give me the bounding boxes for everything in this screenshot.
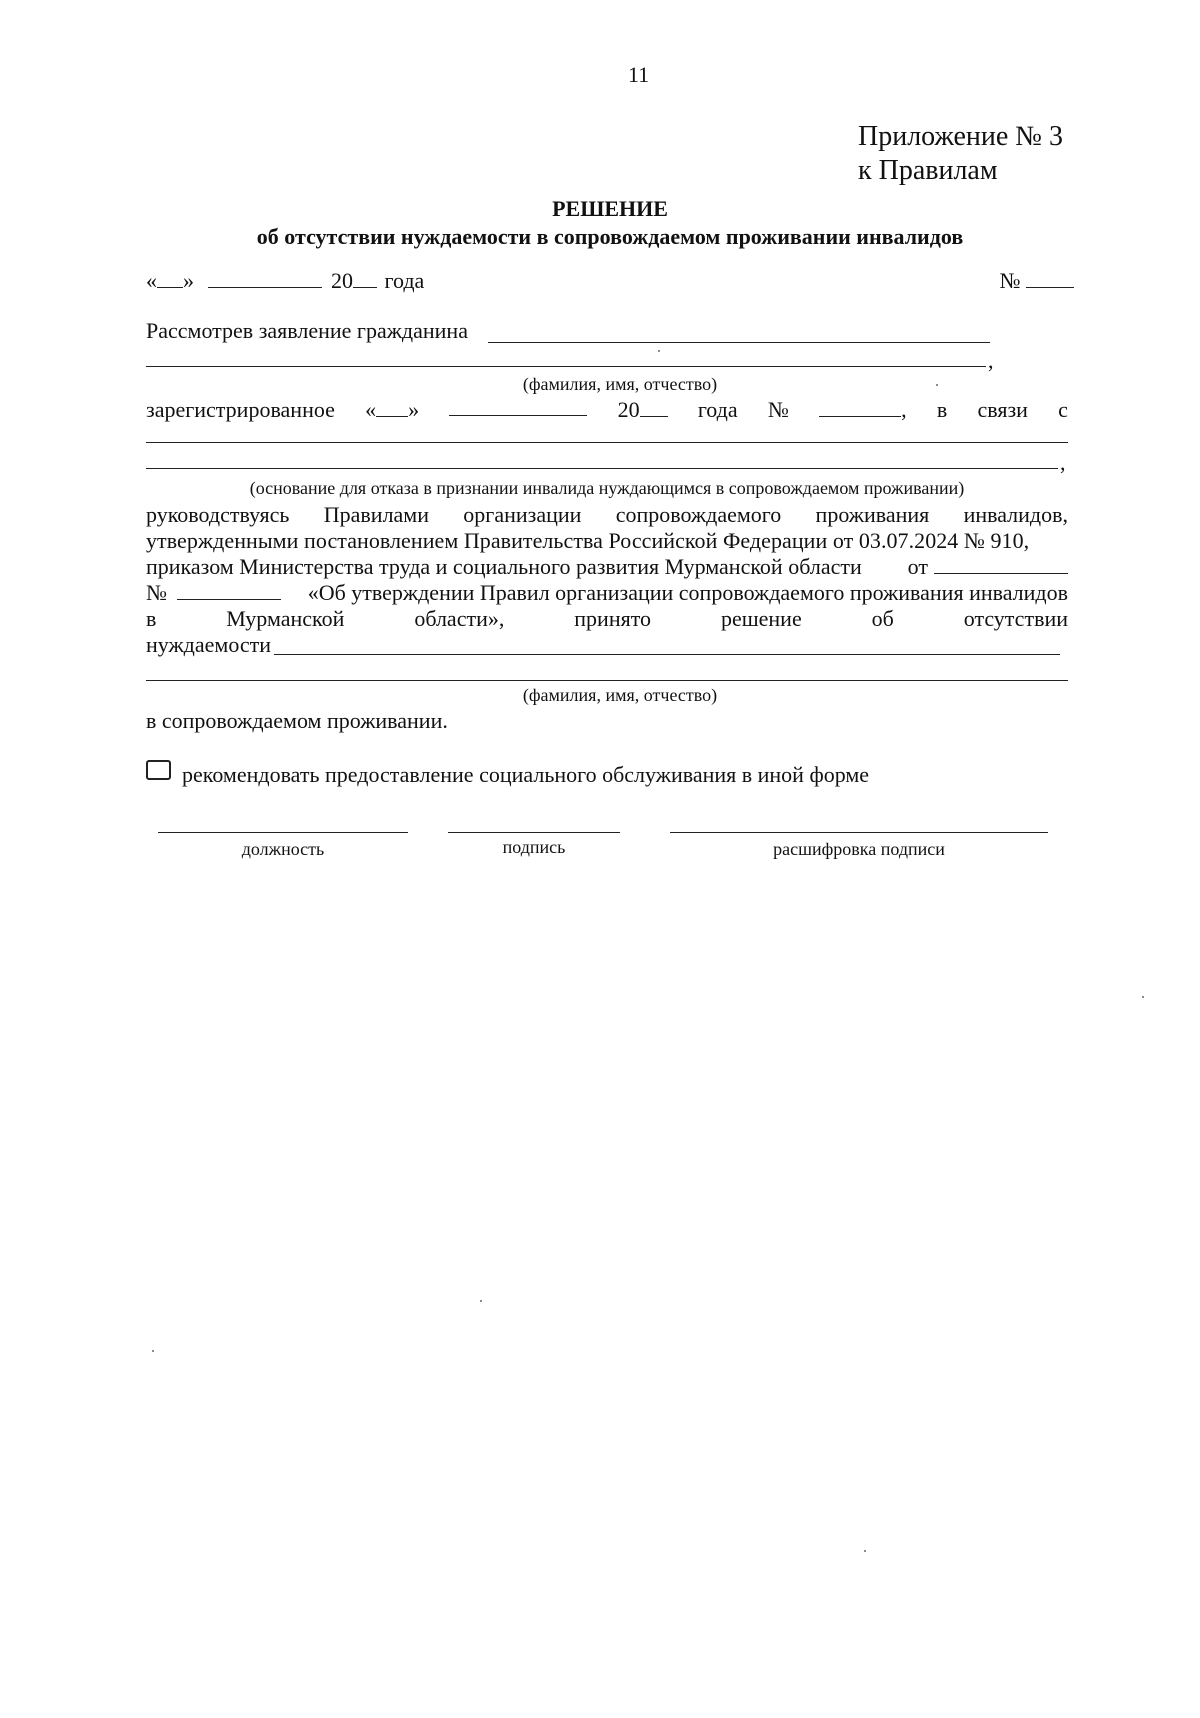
registered-year-field[interactable]: [640, 398, 668, 417]
scan-speck: [864, 1550, 866, 1552]
fio-caption: (фамилия, имя, отчество): [522, 374, 718, 394]
order-number-label: №: [146, 580, 167, 605]
signature-field[interactable]: [448, 832, 620, 833]
appendix-rules: к Правилам: [858, 155, 998, 186]
registered-month-field[interactable]: [449, 397, 587, 416]
close-quote: »: [183, 268, 194, 293]
body-word: области»,: [414, 606, 505, 631]
trailing-comma: ,: [988, 348, 994, 373]
body-word: Мурманской: [226, 606, 345, 631]
day-field[interactable]: [157, 269, 183, 288]
number-label: №: [999, 268, 1021, 293]
registered-date-day: [365, 397, 419, 423]
basis-field-1[interactable]: [146, 442, 1068, 443]
date-line: [146, 268, 1074, 294]
fio-caption-2: (фамилия, имя, отчество): [522, 685, 718, 705]
year-prefix: 20: [617, 397, 640, 422]
applicant-name-field-2[interactable]: [146, 366, 986, 367]
appendix-number: Приложение № 3: [858, 121, 1063, 152]
order-number-field[interactable]: [177, 581, 281, 600]
scan-speck: [152, 1350, 154, 1352]
month-field[interactable]: [208, 269, 322, 288]
order-number-group: [146, 580, 281, 606]
in-supported-living: в сопровождаемом проживании.: [146, 708, 448, 733]
registered-year: [618, 397, 668, 423]
year-prefix: 20: [331, 268, 353, 293]
order-title-text: «Об утверждении Правил организации сопровождаемого проживания инвалидов: [307, 580, 1068, 605]
body-line-2: утвержденными постановлением Правительства Российской Федерации от 03.07.2024 № 910,: [146, 528, 1030, 553]
body-word: отсутствии: [963, 606, 1068, 631]
basis-caption: (основание для отказа в признании инвалида нуждающимся в сопровождаемом проживании): [249, 478, 965, 498]
need-label: нуждаемости: [146, 632, 272, 657]
decoding-caption: расшифровка подписи: [773, 839, 945, 859]
registered-year-word: года: [697, 397, 738, 422]
signature-caption: подпись: [502, 837, 566, 857]
open-quote: «: [365, 397, 377, 422]
body-line-4: [146, 580, 1068, 606]
recommend-label: рекомендовать предоставление социального обслуживания в иной форме: [182, 762, 870, 787]
signature-decoding-field[interactable]: [670, 832, 1048, 833]
position-caption: должность: [241, 839, 325, 859]
date-group: [146, 268, 424, 294]
registered-number-label: №: [767, 397, 789, 422]
scan-speck: [480, 1300, 482, 1302]
basis-trailing-comma: ,: [1060, 450, 1066, 475]
body-word: об: [871, 606, 894, 631]
disabled-person-name-field-2[interactable]: [146, 680, 1068, 681]
body-word: принято: [574, 606, 652, 631]
decision-number-group: [1000, 268, 1075, 294]
body-order-text: приказом Министерства труда и социального развития Мурманской области: [146, 554, 862, 579]
page-number: 11: [628, 62, 650, 87]
body-line-3: [146, 554, 1068, 580]
document-title: РЕШЕНИЕ: [552, 196, 668, 221]
body-word: организации: [463, 502, 582, 527]
close-quote: »: [408, 397, 420, 422]
body-word: руководствуясь: [146, 502, 290, 527]
body-word: в: [146, 606, 157, 631]
scan-speck: [936, 384, 938, 386]
word-from: от: [907, 554, 928, 579]
scan-speck: [1142, 996, 1144, 998]
year-word: года: [384, 268, 425, 293]
registered-line: [146, 397, 1068, 423]
comma: ,: [901, 397, 907, 422]
considered-label: Рассмотрев заявление гражданина: [146, 318, 468, 343]
order-date-group: [908, 554, 1068, 580]
body-line-5: [146, 606, 1068, 632]
word-connection: связи: [977, 397, 1028, 422]
word-in: в: [936, 397, 948, 422]
body-word: решение: [720, 606, 802, 631]
recommend-checkbox[interactable]: [146, 760, 171, 780]
order-date-field[interactable]: [934, 555, 1068, 574]
year-field[interactable]: [353, 269, 377, 288]
scan-speck: [658, 350, 660, 352]
registered-number: [819, 397, 907, 423]
registered-day-field[interactable]: [376, 398, 408, 417]
word-with: с: [1058, 397, 1068, 422]
decision-number-field[interactable]: [1026, 269, 1074, 288]
registered-word: зарегистрированное: [146, 397, 335, 422]
body-word: сопровождаемого: [615, 502, 782, 527]
body-word: инвалидов,: [963, 502, 1068, 527]
body-line-1: [146, 502, 1068, 528]
disabled-person-name-field-1[interactable]: [274, 654, 1060, 655]
basis-field-2[interactable]: [146, 468, 1058, 469]
body-word: проживания: [815, 502, 930, 527]
appendix-label: [858, 120, 1063, 188]
applicant-name-field-1[interactable]: [488, 342, 990, 343]
body-word: Правилами: [323, 502, 430, 527]
open-quote: «: [146, 268, 157, 293]
position-field[interactable]: [158, 832, 408, 833]
document-subtitle: об отсутствии нуждаемости в сопровождаемом проживании инвалидов: [256, 224, 964, 249]
registered-number-field[interactable]: [819, 398, 901, 417]
